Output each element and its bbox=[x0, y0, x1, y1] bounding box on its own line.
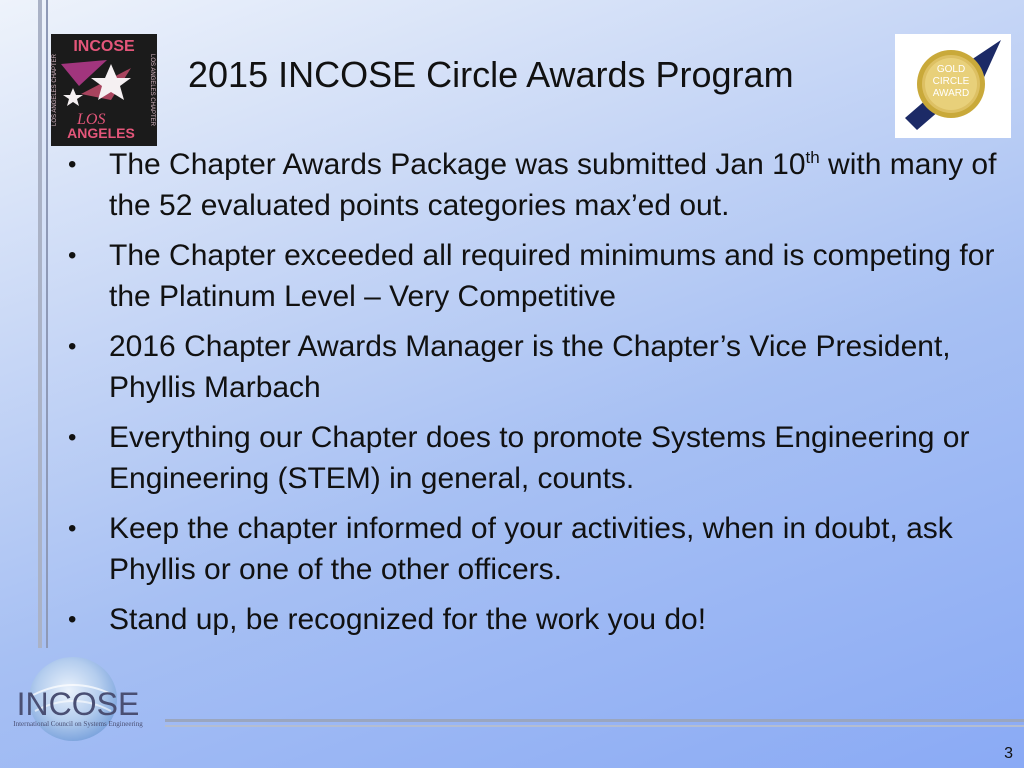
bullet-text-4: Everything our Chapter does to promote Systems Engineering or Engineering (STEM) in general, counts. bbox=[109, 421, 970, 495]
bullet-list bbox=[68, 144, 1008, 649]
bullet-marker: • bbox=[68, 606, 77, 633]
bullet-text-1a: The Chapter Awards Package was submitted Jan 10 bbox=[109, 148, 806, 181]
footer-rule bbox=[165, 719, 1024, 722]
chapter-logo-script-text: LOS bbox=[77, 111, 106, 128]
bullet-marker: • bbox=[68, 424, 77, 451]
bullet-marker: • bbox=[68, 242, 77, 269]
left-vertical-rule-inner bbox=[46, 0, 48, 648]
incose-logo bbox=[5, 655, 155, 747]
bullet-text-6: Stand up, be recognized for the work you do! bbox=[109, 603, 707, 636]
bullet-marker: • bbox=[68, 333, 77, 360]
bullet-text-1b: with many of the 52 evaluated points categories max’ed out. bbox=[109, 148, 997, 222]
chapter-logo-top-text: INCOSE bbox=[73, 38, 135, 55]
gold-circle-award-badge bbox=[895, 34, 1011, 138]
incose-los-angeles-chapter-logo bbox=[51, 34, 157, 146]
bullet-text-2: The Chapter exceeded all required minimums and is competing for the Platinum Level – Very Competitive bbox=[109, 239, 995, 313]
chapter-logo-side-text-left: LOS ANGELES CHAPTER bbox=[52, 53, 58, 127]
bullet-item bbox=[68, 144, 1008, 226]
award-badge-line-1: GOLD bbox=[936, 64, 966, 75]
bullet-text-3: 2016 Chapter Awards Manager is the Chapter’s Vice President, Phyllis Marbach bbox=[109, 330, 951, 404]
bullet-superscript: th bbox=[805, 148, 820, 167]
footer-rule-secondary bbox=[165, 725, 1024, 727]
chapter-logo-side-text: LOS ANGELES CHAPTER bbox=[149, 53, 155, 127]
left-vertical-rule-outer bbox=[38, 0, 42, 648]
award-badge-line-3: AWARD bbox=[932, 88, 970, 99]
chapter-logo-bottom-text: ANGELES bbox=[67, 125, 135, 141]
bullet-item bbox=[68, 599, 1008, 640]
bullet-marker: • bbox=[68, 151, 77, 178]
bullet-marker: • bbox=[68, 515, 77, 542]
page-number: 3 bbox=[1004, 745, 1013, 762]
bullet-item bbox=[68, 417, 1008, 499]
bullet-item bbox=[68, 508, 1008, 590]
incose-tagline: International Council on Systems Engineering bbox=[13, 720, 143, 728]
bullet-item bbox=[68, 326, 1008, 408]
award-badge-line-2: CIRCLE bbox=[932, 76, 970, 87]
bullet-text-5: Keep the chapter informed of your activities, when in doubt, ask Phyllis or one of the other officers. bbox=[109, 512, 953, 586]
slide-title: 2015 INCOSE Circle Awards Program bbox=[188, 54, 794, 95]
incose-wordmark: INCOSE bbox=[16, 686, 140, 722]
bullet-item bbox=[68, 235, 1008, 317]
